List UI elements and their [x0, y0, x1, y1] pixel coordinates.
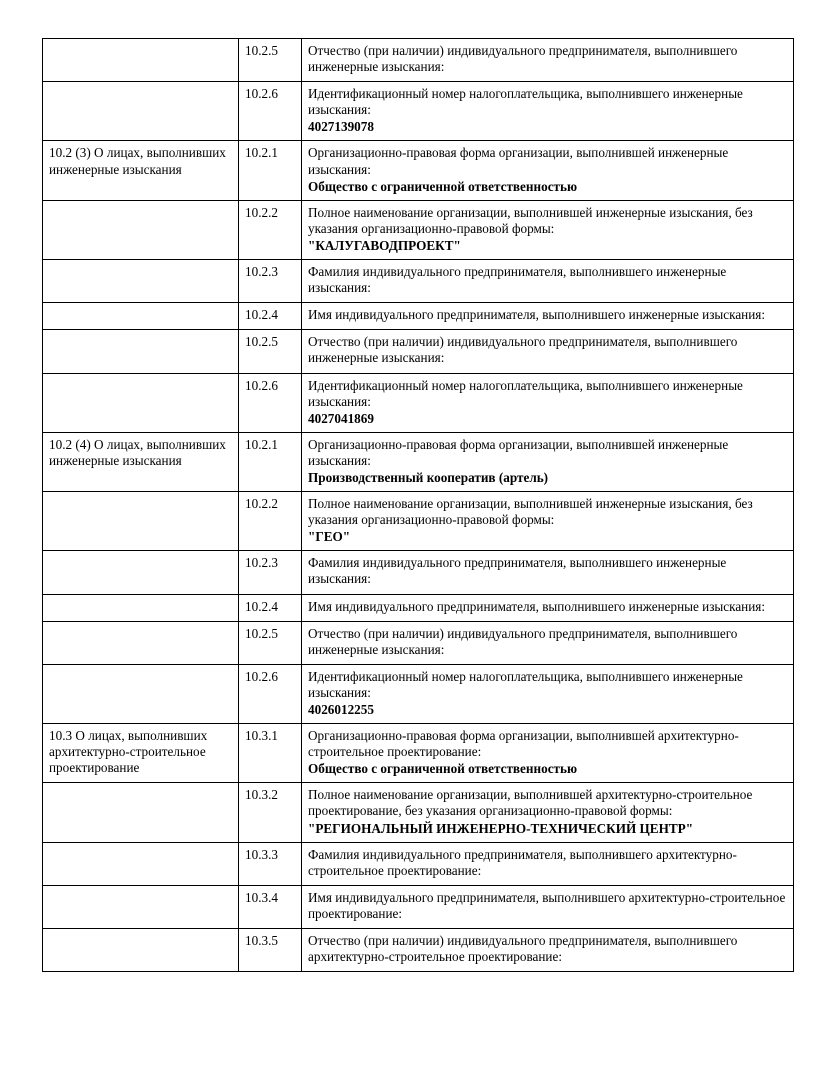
content-value: 4027041869	[308, 410, 374, 426]
content-value: "ГЕО"	[308, 529, 351, 545]
row-number: 10.2.1	[239, 432, 302, 491]
section-cell	[43, 783, 239, 842]
row-number: 10.2.3	[239, 551, 302, 594]
table-row	[43, 929, 794, 972]
content-cell	[302, 200, 794, 259]
content-cell	[302, 492, 794, 551]
row-number: 10.2.5	[239, 621, 302, 664]
content-cell	[302, 330, 794, 373]
table-row	[43, 621, 794, 664]
content-value: "КАЛУГАВОДПРОЕКТ"	[308, 237, 461, 253]
content-text: Имя индивидуального предпринимателя, выполнившего инженерные изыскания:	[308, 307, 766, 323]
content-cell	[302, 303, 794, 330]
row-number: 10.3.1	[239, 724, 302, 783]
content-text: Фамилия индивидуального предпринимателя, выполнившего архитектурно-строительное проектирование:	[308, 846, 737, 878]
table-body	[43, 39, 794, 972]
table-row	[43, 260, 794, 303]
content-text: Фамилия индивидуального предпринимателя, выполнившего инженерные изыскания:	[308, 555, 727, 587]
section-cell	[43, 260, 239, 303]
table-row	[43, 842, 794, 885]
content-text: Отчество (при наличии) индивидуального предпринимателя, выполнившего инженерные изыскания:	[308, 625, 738, 657]
section-cell	[43, 303, 239, 330]
section-cell: 10.2 (3) О лицах, выполнивших инженерные изыскания	[43, 141, 239, 200]
table-row	[43, 141, 794, 200]
table-row	[43, 664, 794, 723]
content-text: Отчество (при наличии) индивидуального предпринимателя, выполнившего инженерные изыскания:	[308, 334, 738, 366]
section-cell	[43, 551, 239, 594]
content-text: Идентификационный номер налогоплательщика, выполнившего инженерные изыскания:	[308, 668, 743, 700]
content-value: Производственный кооператив (артель)	[308, 469, 549, 485]
table-row	[43, 373, 794, 432]
section-cell: 10.3 О лицах, выполнивших архитектурно-строительное проектирование	[43, 724, 239, 783]
table-row	[43, 200, 794, 259]
table-row	[43, 594, 794, 621]
content-cell	[302, 432, 794, 491]
content-text: Полное наименование организации, выполнившей инженерные изыскания, без указания организационно-правовой формы:	[308, 496, 753, 528]
table-row	[43, 492, 794, 551]
row-number: 10.2.6	[239, 82, 302, 141]
row-number: 10.2.5	[239, 330, 302, 373]
row-number: 10.2.2	[239, 492, 302, 551]
declaration-table	[42, 38, 794, 972]
section-cell	[43, 492, 239, 551]
section-cell	[43, 82, 239, 141]
section-cell	[43, 594, 239, 621]
content-value: 4026012255	[308, 702, 374, 717]
content-text: Организационно-правовая форма организации, выполнившей архитектурно-строительное проектирование:	[308, 728, 739, 760]
content-text: Полное наименование организации, выполнившей архитектурно-строительное проектирование, без указания организационно-правовой формы:	[308, 787, 753, 819]
table-row	[43, 330, 794, 373]
row-number: 10.2.4	[239, 303, 302, 330]
row-number: 10.3.2	[239, 783, 302, 842]
content-text: Имя индивидуального предпринимателя, выполнившего архитектурно-строительное проектирование:	[308, 889, 786, 921]
content-text: Полное наименование организации, выполнившей инженерные изыскания, без указания организационно-правовой формы:	[308, 204, 753, 236]
content-cell	[302, 373, 794, 432]
table-row	[43, 303, 794, 330]
table-row	[43, 39, 794, 82]
content-text: Имя индивидуального предпринимателя, выполнившего инженерные изыскания:	[308, 598, 766, 614]
row-number: 10.2.6	[239, 373, 302, 432]
section-cell	[43, 330, 239, 373]
content-cell	[302, 929, 794, 972]
row-number: 10.2.5	[239, 39, 302, 82]
row-number: 10.2.3	[239, 260, 302, 303]
row-number: 10.3.4	[239, 885, 302, 928]
section-cell	[43, 842, 239, 885]
section-cell	[43, 200, 239, 259]
table-row	[43, 82, 794, 141]
content-value: Общество с ограниченной ответственностью	[308, 761, 578, 777]
table-row	[43, 885, 794, 928]
content-text: Организационно-правовая форма организации, выполнившей инженерные изыскания:	[308, 145, 729, 177]
content-text: Идентификационный номер налогоплательщика, выполнившего инженерные изыскания:	[308, 377, 743, 409]
content-text: Отчество (при наличии) индивидуального предпринимателя, выполнившего архитектурно-строительное проектирование:	[308, 933, 738, 965]
content-cell	[302, 551, 794, 594]
row-number: 10.2.1	[239, 141, 302, 200]
table-row	[43, 724, 794, 783]
content-cell	[302, 82, 794, 141]
table-row	[43, 551, 794, 594]
content-cell	[302, 664, 794, 723]
content-cell	[302, 842, 794, 885]
row-number: 10.2.6	[239, 664, 302, 723]
row-number: 10.2.4	[239, 594, 302, 621]
content-text: Отчество (при наличии) индивидуального предпринимателя, выполнившего инженерные изыскания:	[308, 43, 738, 75]
content-cell	[302, 594, 794, 621]
content-text: Идентификационный номер налогоплательщика, выполнившего инженерные изыскания:	[308, 86, 743, 118]
content-cell	[302, 783, 794, 842]
row-number: 10.2.2	[239, 200, 302, 259]
content-cell	[302, 885, 794, 928]
content-cell	[302, 141, 794, 200]
row-number: 10.3.5	[239, 929, 302, 972]
section-cell	[43, 664, 239, 723]
content-cell	[302, 260, 794, 303]
content-cell	[302, 724, 794, 783]
section-cell	[43, 621, 239, 664]
content-text: Организационно-правовая форма организации, выполнившей инженерные изыскания:	[308, 436, 729, 468]
row-number: 10.3.3	[239, 842, 302, 885]
content-value: 4027139078	[308, 119, 374, 135]
content-value: Общество с ограниченной ответственностью	[308, 178, 578, 194]
section-cell: 10.2 (4) О лицах, выполнивших инженерные изыскания	[43, 432, 239, 491]
table-row	[43, 432, 794, 491]
section-cell	[43, 929, 239, 972]
section-cell	[43, 39, 239, 82]
table-row	[43, 783, 794, 842]
section-cell	[43, 373, 239, 432]
content-value: "РЕГИОНАЛЬНЫЙ ИНЖЕНЕРНО-ТЕХНИЧЕСКИЙ ЦЕНТР"	[308, 820, 694, 836]
content-cell	[302, 39, 794, 82]
section-cell	[43, 885, 239, 928]
content-cell	[302, 621, 794, 664]
content-text: Фамилия индивидуального предпринимателя, выполнившего инженерные изыскания:	[308, 264, 727, 296]
